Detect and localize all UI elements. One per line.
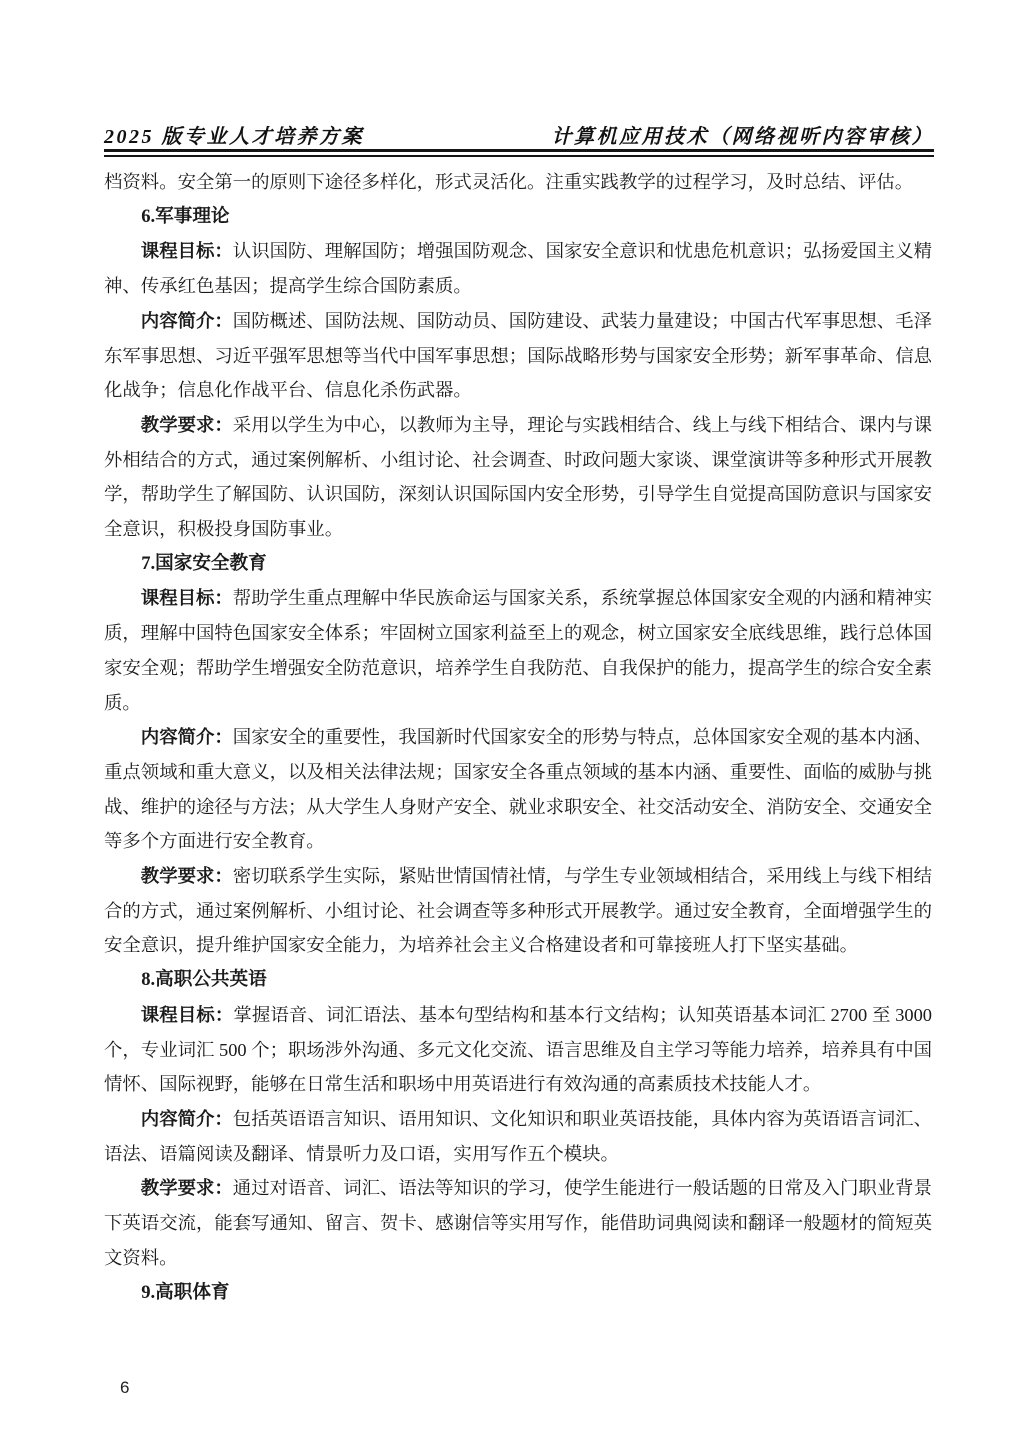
page-number: 6	[120, 1378, 130, 1397]
section-heading-military-theory: 6.军事理论	[141, 205, 230, 227]
paragraph-text: 国家安全的重要性，我国新时代国家安全的形势与特点，总体国家安全观的基本内涵、重点领域和重大意义，以及相关法律法规；国家安全各重点领域的基本内涵、重要性、面临的威胁与挑战、维护的途径与方法；从大学生人身财产安全、就业求职安全、社交活动安全、消防安全、交通安全等多个方面进行安全教育。	[104, 727, 932, 852]
paragraph-content-intro	[104, 720, 932, 859]
page-header	[104, 120, 934, 149]
continuation-paragraph: 档资料。安全第一的原则下途径多样化，形式灵活化。注重实践教学的过程学习，及时总结、评估。	[104, 172, 914, 192]
paragraph-label: 内容简介：	[140, 1108, 233, 1129]
paragraph-teaching-requirements	[104, 408, 932, 547]
header-right-title: 计算机应用技术（网络视听内容审核）	[551, 126, 934, 148]
paragraph-label: 课程目标：	[140, 1004, 234, 1025]
paragraph-text: 通过对语音、词汇、语法等知识的学习，使学生能进行一般话题的日常及入门职业背景下英语交流，能套写通知、留言、贺卡、感谢信等实用写作，能借助词典阅读和翻译一般题材的简短英文资料。	[104, 1178, 932, 1268]
paragraph-label: 内容简介：	[140, 310, 233, 331]
paragraph-text: 国防概述、国防法规、国防动员、国防建设、武装力量建设；中国古代军事思想、毛泽东军事思想、习近平强军思想等当代中国军事思想；国际战略形势与国家安全形势；新军事革命、信息化战争；信息化作战平台、信息化杀伤武器。	[104, 310, 932, 401]
paragraph-label: 教学要求：	[140, 1178, 233, 1199]
paragraph-teaching-requirements	[104, 1171, 932, 1275]
paragraph-label: 课程目标：	[140, 588, 233, 609]
section-heading-public-english: 8.高职公共英语	[141, 969, 267, 991]
paragraph-teaching-requirements	[104, 859, 932, 963]
paragraph-content-intro	[104, 304, 932, 408]
section-heading-national-security-education: 7.国家安全教育	[141, 552, 267, 574]
paragraph-content-intro	[104, 1102, 932, 1171]
paragraph-course-goal	[104, 998, 932, 1102]
header-double-rule	[104, 149, 934, 157]
paragraph-text: 包括英语语言知识、语用知识、文化知识和职业英语技能，具体内容为英语语言词汇、语法、语篇阅读及翻译、情景听力及口语，实用写作五个模块。	[104, 1108, 932, 1164]
paragraph-course-goal	[104, 581, 932, 720]
paragraph-text: 采用以学生为中心，以教师为主导，理论与实践相结合、线上与线下相结合、课内与课外相结合的方式，通过案例解析、小组讨论、社会调查、时政问题大家谈、课堂演讲等多种形式开展教学，帮助学生了解国防、认识国防，深刻认识国际国内安全形势，引导学生自觉提高国防意识与国家安全意识，积极投身国防事业。	[104, 414, 932, 540]
paragraph-label: 教学要求：	[140, 414, 233, 435]
paragraph-text: 密切联系学生实际，紧贴世情国情社情，与学生专业领域相结合，采用线上与线下相结合的方式，通过案例解析、小组讨论、社会调查等多种形式开展教学。通过安全教育，全面增强学生的安全意识，提升维护国家安全能力，为培养社会主义合格建设者和可靠接班人打下坚实基础。	[104, 866, 932, 956]
paragraph-text: 认识国防、理解国防；增强国防观念、国家安全意识和忧患危机意识；弘扬爱国主义精神、传承红色基因；提高学生综合国防素质。	[104, 241, 932, 297]
paragraph-label: 课程目标：	[140, 241, 233, 262]
paragraph-label: 内容简介：	[140, 727, 233, 748]
paragraph-text: 掌握语音、词汇语法、基本句型结构和基本行文结构；认知英语基本词汇 2700 至 3000 个，专业词汇 500 个；职场涉外沟通、多元文化交流、语言思维及自主学习等能力培养，培养具有中国情怀、国际视野，能够在日常生活和职场中用英语进行有效沟通的高素质技术技能人才。	[104, 1004, 932, 1095]
paragraph-text: 帮助学生重点理解中华民族命运与国家关系，系统掌握总体国家安全观的内涵和精神实质，理解中国特色国家安全体系；牢固树立国家利益至上的观念，树立国家安全底线思维，践行总体国家安全观；帮助学生增强安全防范意识，培养学生自我防范、自我保护的能力，提高学生的综合安全素质。	[104, 588, 932, 713]
section-heading-physical-education: 9.高职体育	[141, 1281, 230, 1303]
header-left-title: 2025 版专业人才培养方案	[104, 126, 364, 148]
document-body	[104, 165, 932, 1310]
paragraph-course-goal	[104, 234, 932, 303]
paragraph-label: 教学要求：	[140, 866, 233, 887]
